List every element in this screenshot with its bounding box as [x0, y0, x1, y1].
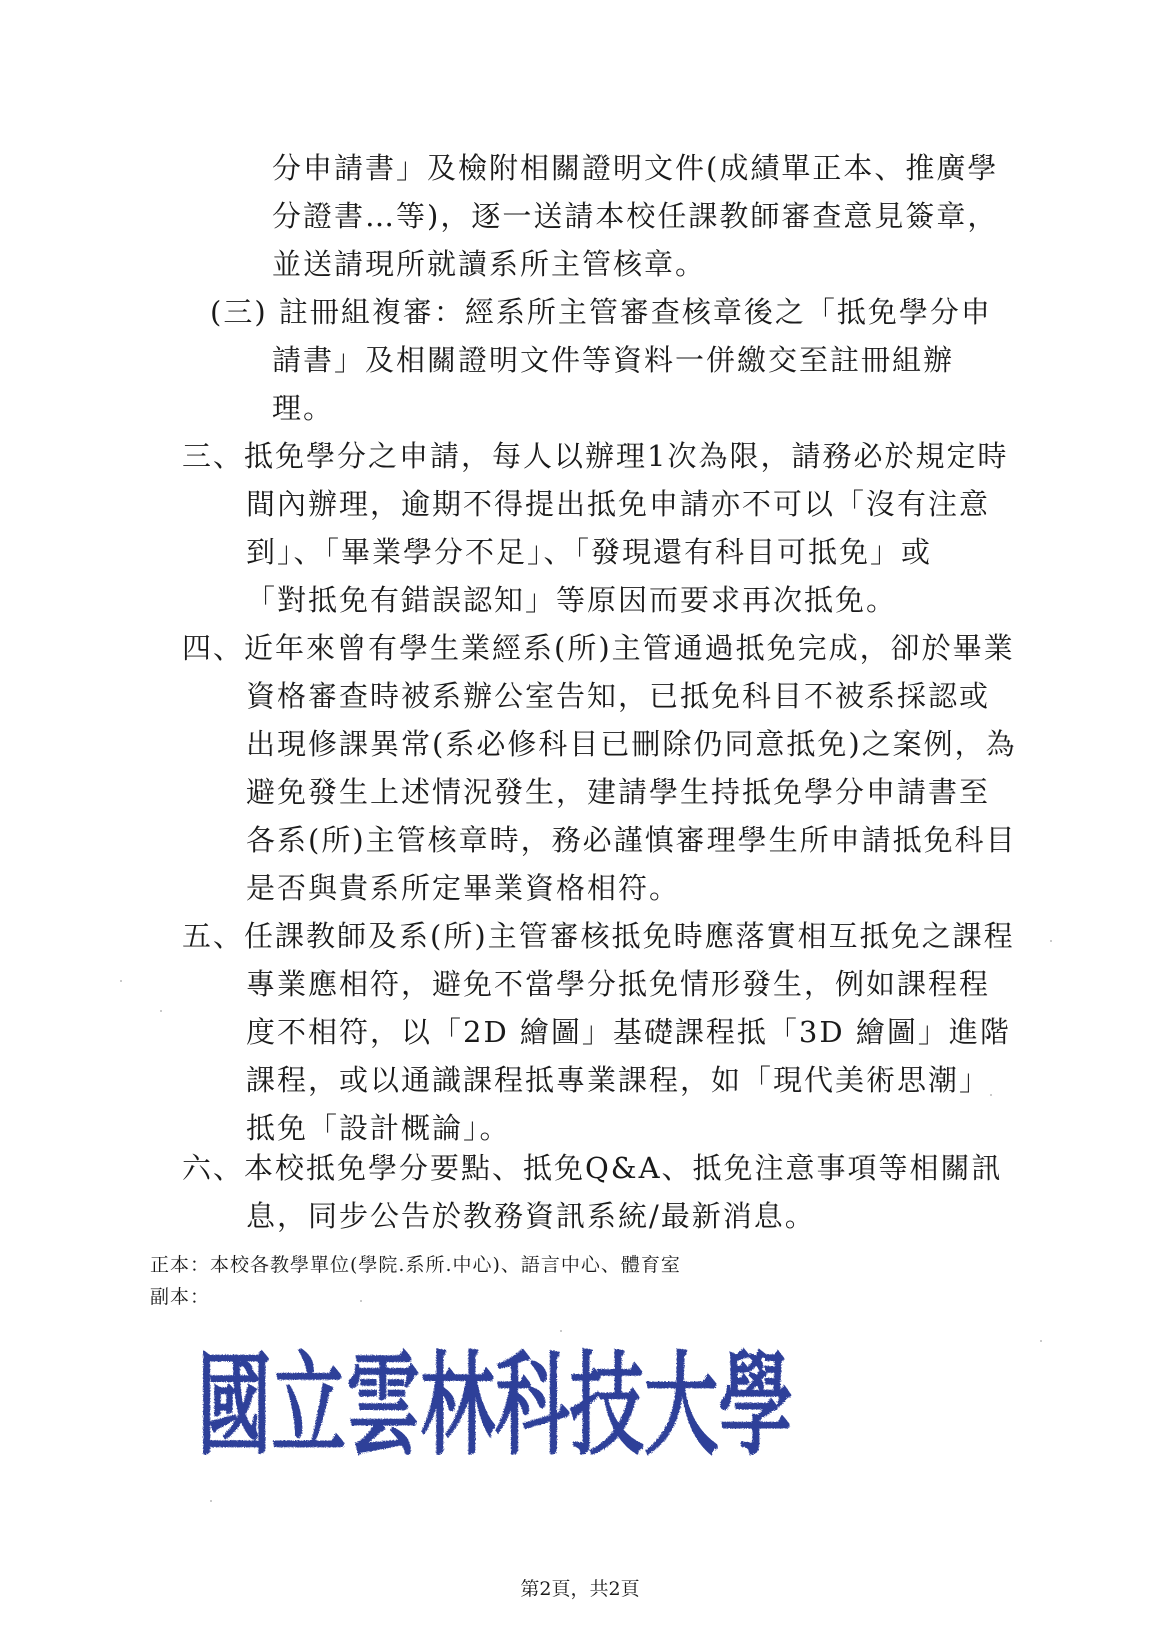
- seal-text: 國立雲林科技大學: [197, 1341, 793, 1471]
- scan-speck: [990, 1094, 992, 1096]
- scan-speck: [360, 1300, 362, 1302]
- section-5-line-3: 度不相符，以「2D 繪圖」基礎課程抵「3D 繪圖」進階: [246, 1015, 1011, 1049]
- section-5-line-2: 專業應相符，避免不當學分抵免情形發生，例如課程程: [246, 967, 991, 1001]
- scan-speck: [120, 980, 122, 982]
- copy-recipients: 副本：: [150, 1286, 211, 1308]
- section-5-line-1: 五、任課教師及系(所)主管審核抵免時應落實相互抵免之課程: [182, 919, 1015, 953]
- continuation-line-2: 分證書…等)，逐一送請本校任課教師審查意見簽章，: [272, 199, 999, 233]
- section-3-line-4: 「對抵免有錯誤認知」等原因而要求再次抵免。: [246, 583, 898, 617]
- continuation-line-1: 分申請書」及檢附相關證明文件(成績單正本、推廣學: [272, 151, 999, 185]
- section-3-line-3: 到」、「畢業學分不足」、「發現還有科目可抵免」或: [246, 535, 933, 569]
- original-recipients: 正本：本校各教學單位(學院.系所.中心)、語言中心、體育室: [150, 1254, 681, 1276]
- item-3-line-2: 請書」及相關證明文件等資料一併繳交至註冊組辦: [272, 343, 955, 377]
- item-3-line-3: 理。: [272, 391, 335, 425]
- section-3-line-2: 間內辦理，逾期不得提出抵免申請亦不可以「沒有注意: [246, 487, 991, 521]
- section-4-line-6: 是否與貴系所定畢業資格相符。: [246, 871, 681, 905]
- section-5-line-5: 抵免「設計概論」。: [246, 1111, 511, 1145]
- section-6-line-1: 六、本校抵免學分要點、抵免Q&A、抵免注意事項等相關訊: [182, 1151, 1003, 1185]
- scan-speck: [1040, 1340, 1042, 1342]
- section-3-line-1: 三、抵免學分之申請，每人以辦理1次為限，請務必於規定時: [182, 439, 1009, 473]
- scan-speck: [560, 1330, 562, 1332]
- section-4-line-5: 各系(所)主管核章時，務必謹慎審理學生所申請抵免科目: [246, 823, 1017, 857]
- scan-speck: [1050, 940, 1052, 942]
- university-seal-stamp: [190, 1338, 800, 1471]
- section-5-line-4: 課程，或以通識課程抵專業課程，如「現代美術思潮」: [246, 1063, 991, 1097]
- section-4-line-4: 避免發生上述情況發生，建請學生持抵免學分申請書至: [246, 775, 991, 809]
- section-4-line-3: 出現修課異常(系必修科目已刪除仍同意抵免)之案例，為: [246, 727, 1017, 761]
- scan-speck: [160, 1010, 162, 1012]
- continuation-line-3: 並送請現所就讀系所主管核章。: [272, 247, 707, 281]
- section-6-line-2: 息，同步公告於教務資訊系統/最新消息。: [246, 1199, 816, 1233]
- section-4-line-2: 資格審查時被系辦公室告知，已抵免科目不被系採認或: [246, 679, 991, 713]
- item-3-line-1: (三) 註冊組複審：經系所主管審查核章後之「抵免學分申: [210, 295, 992, 329]
- section-4-line-1: 四、近年來曾有學生業經系(所)主管通過抵免完成，卻於畢業: [182, 631, 1015, 665]
- page-number: 第2頁，共2頁: [520, 1578, 640, 1600]
- scan-speck: [210, 1500, 212, 1502]
